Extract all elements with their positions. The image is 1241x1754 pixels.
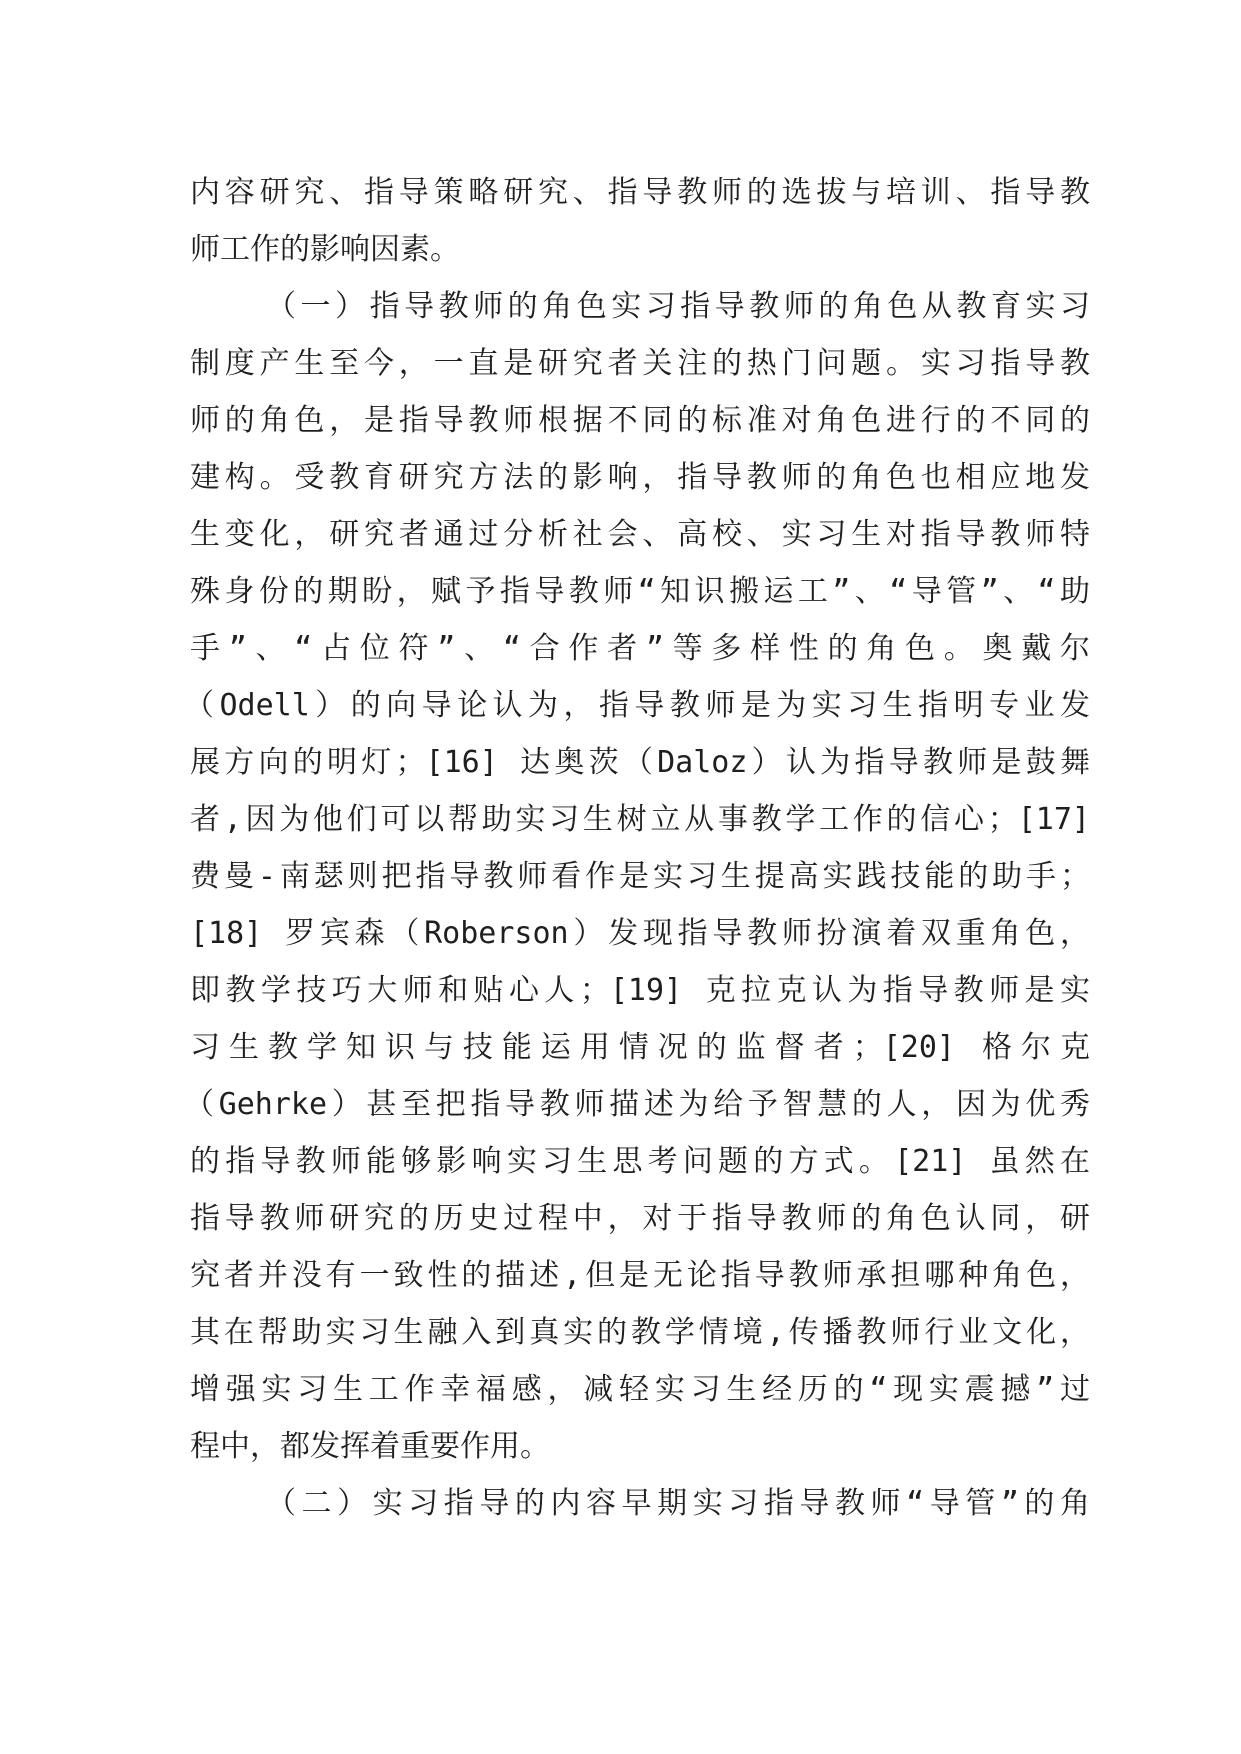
body-text [184,164,1090,1532]
section-heading-line: （二）实习指导的内容早期实习指导教师“导管”的角 [266,1486,1090,1521]
text-line: 师工作的影响因素。 [190,232,460,267]
text-line: 师的角色，是指导教师根据不同的标准对角色进行的不同的 [190,403,1090,438]
text-line: （Gehrke）甚至把指导教师描述为给予智慧的人，因为优秀 [184,1087,1090,1122]
text-line: 内容研究、指导策略研究、指导教师的选拔与培训、指导教 [190,175,1090,210]
text-line: 者,因为他们可以帮助实习生树立从事教学工作的信心；[17] [190,802,1090,837]
text-line: 展方向的明灯；[16] 达奥茨（Daloz）认为指导教师是鼓舞 [190,745,1090,780]
text-line: （Odell）的向导论认为，指导教师是为实习生指明专业发 [184,688,1090,723]
text-line: 制度产生至今，一直是研究者关注的热门问题。实习指导教 [190,346,1090,381]
text-line: 手”、“占位符”、“合作者”等多样性的角色。奥戴尔 [190,631,1090,666]
text-line: 程中，都发挥着重要作用。 [190,1429,550,1464]
section-heading-line: （一）指导教师的角色实习指导教师的角色从教育实习 [266,289,1090,324]
text-line: 建构。受教育研究方法的影响，指导教师的角色也相应地发 [190,460,1090,495]
text-line: 其在帮助实习生融入到真实的教学情境,传播教师行业文化， [190,1315,1090,1350]
text-line: 习生教学知识与技能运用情况的监督者；[20] 格尔克 [190,1030,1090,1065]
text-line: 究者并没有一致性的描述,但是无论指导教师承担哪种角色， [190,1258,1090,1293]
text-line: 增强实习生工作幸福感，减轻实习生经历的“现实震撼”过 [190,1372,1090,1407]
text-line: [18] 罗宾森（Roberson）发现指导教师扮演着双重角色， [190,916,1090,951]
text-line: 指导教师研究的历史过程中，对于指导教师的角色认同，研 [190,1201,1090,1236]
text-line: 费曼-南瑟则把指导教师看作是实习生提高实践技能的助手； [190,859,1090,894]
text-line: 的指导教师能够影响实习生思考问题的方式。[21] 虽然在 [190,1144,1090,1179]
text-line: 即教学技巧大师和贴心人；[19] 克拉克认为指导教师是实 [190,973,1090,1008]
text-line: 生变化，研究者通过分析社会、高校、实习生对指导教师特 [190,517,1090,552]
text-line: 殊身份的期盼，赋予指导教师“知识搬运工”、“导管”、“助 [190,574,1090,609]
